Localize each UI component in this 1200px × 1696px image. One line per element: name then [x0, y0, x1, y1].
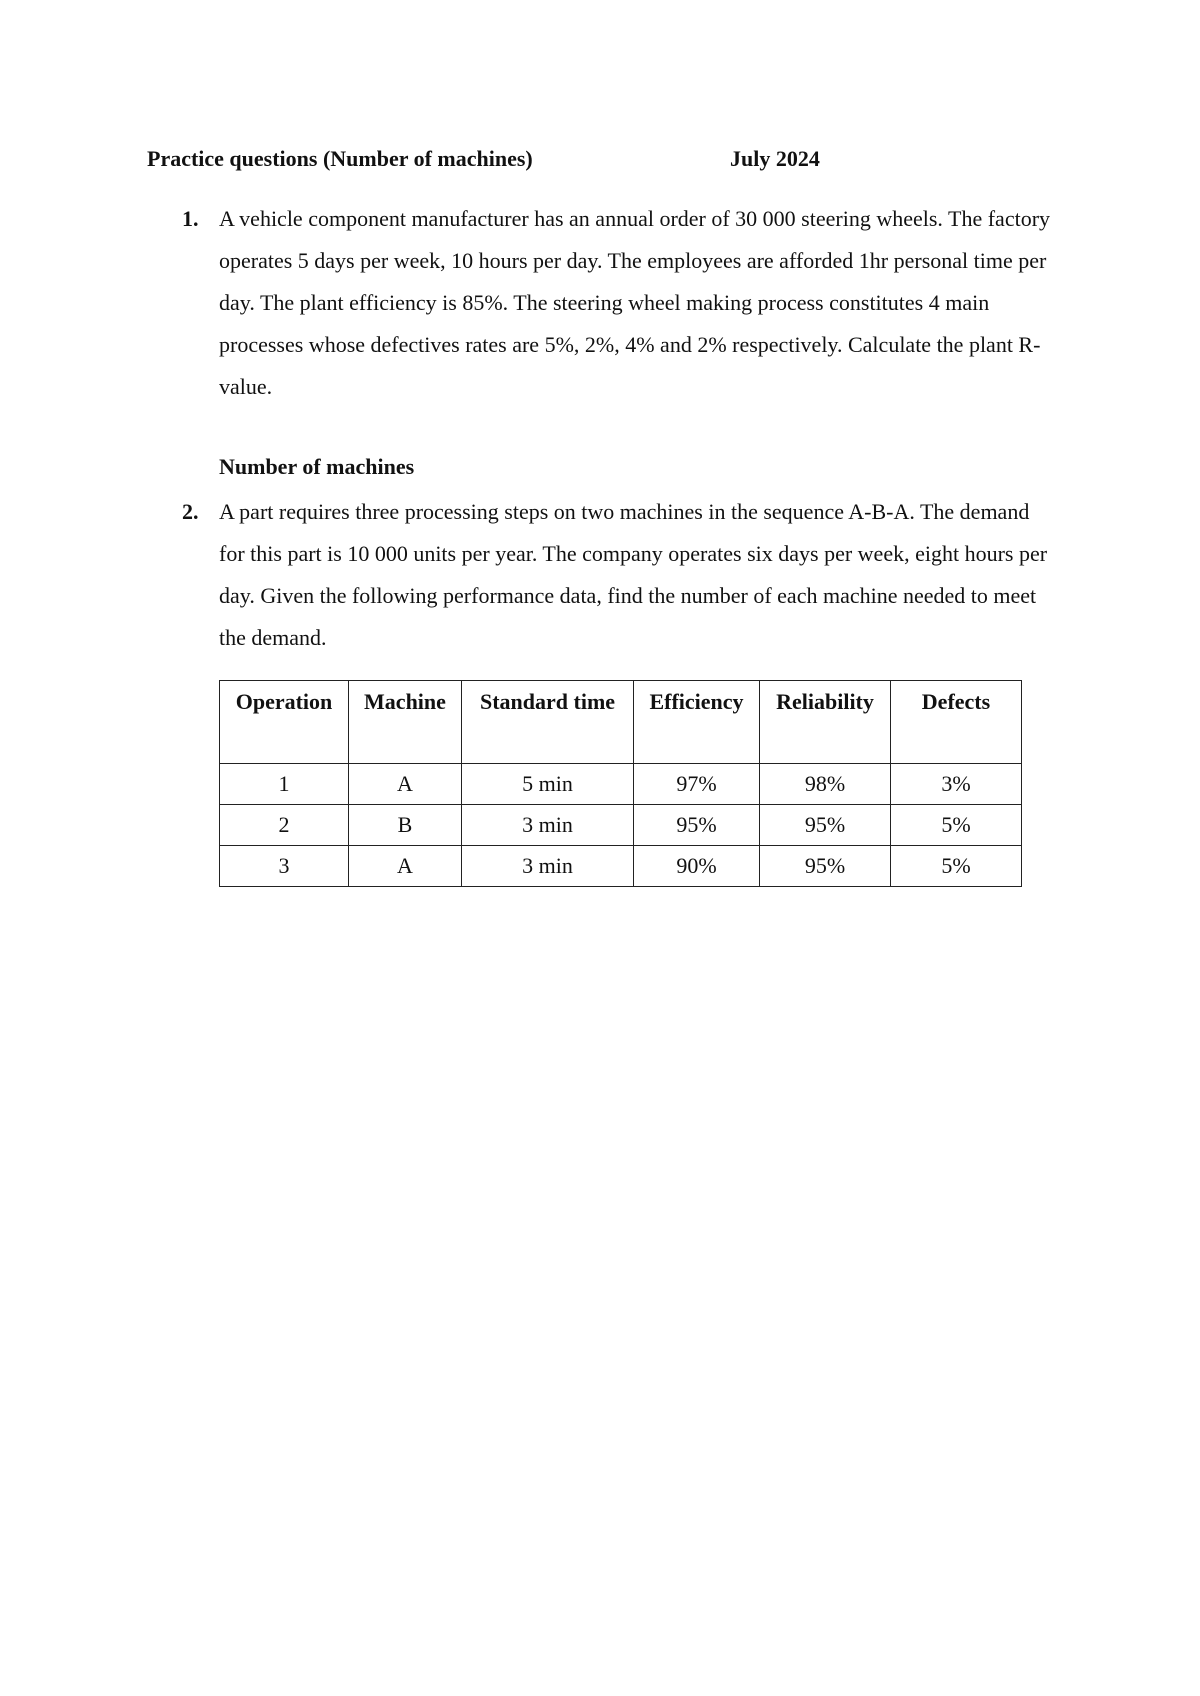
table-cell: 98% — [760, 764, 891, 805]
table-cell: 95% — [760, 846, 891, 887]
table-cell: 95% — [760, 805, 891, 846]
table-cell: 5% — [891, 846, 1022, 887]
table-row — [220, 764, 1022, 805]
table-cell: 97% — [634, 764, 760, 805]
table-cell: 5 min — [462, 764, 634, 805]
column-header-efficiency: Efficiency — [634, 681, 760, 764]
column-header-defects: Defects — [891, 681, 1022, 764]
question-text: A vehicle component manufacturer has an annual order of 30 000 steering wheels. The factory operates 5 days per week, 10 hours per day. The employees are afforded 1hr personal time per day. The plant efficiency is 85%. The steering wheel making process constitutes 4 main processes whose defectives rates are 5%, 2%, 4% and 2% respectively. Calculate the plant R-value. — [219, 206, 1051, 399]
table-cell: 3 min — [462, 805, 634, 846]
table-cell: A — [349, 846, 462, 887]
document-date: July 2024 — [730, 146, 820, 171]
column-header-reliability: Reliability — [760, 681, 891, 764]
table-cell: 1 — [220, 764, 349, 805]
performance-data-table — [219, 680, 1022, 887]
table-cell: 3 min — [462, 846, 634, 887]
column-header-standard-time: Standard time — [462, 681, 634, 764]
question-number: 2. — [182, 499, 199, 524]
column-header-machine: Machine — [349, 681, 462, 764]
table-cell: B — [349, 805, 462, 846]
table-header-row — [220, 681, 1022, 764]
document-title: Practice questions (Number of machines) — [147, 146, 533, 171]
question-number: 1. — [182, 206, 199, 231]
table-cell: 3% — [891, 764, 1022, 805]
table-cell: 2 — [220, 805, 349, 846]
table-cell: 5% — [891, 805, 1022, 846]
table-cell: A — [349, 764, 462, 805]
question-text: A part requires three processing steps on two machines in the sequence A-B-A. The demand for this part is 10 000 units per year. The company operates six days per week, eight hours per day. Given the following performance data, find the number of each machine needed to meet the demand. — [219, 499, 1048, 650]
table-row — [220, 846, 1022, 887]
column-header-operation: Operation — [220, 681, 349, 764]
table-row — [220, 805, 1022, 846]
question-1 — [147, 198, 1067, 408]
document-header — [147, 146, 1047, 178]
table-cell: 3 — [220, 846, 349, 887]
question-2 — [147, 491, 1067, 659]
section-heading: Number of machines — [219, 454, 415, 479]
table-cell: 95% — [634, 805, 760, 846]
table-cell: 90% — [634, 846, 760, 887]
